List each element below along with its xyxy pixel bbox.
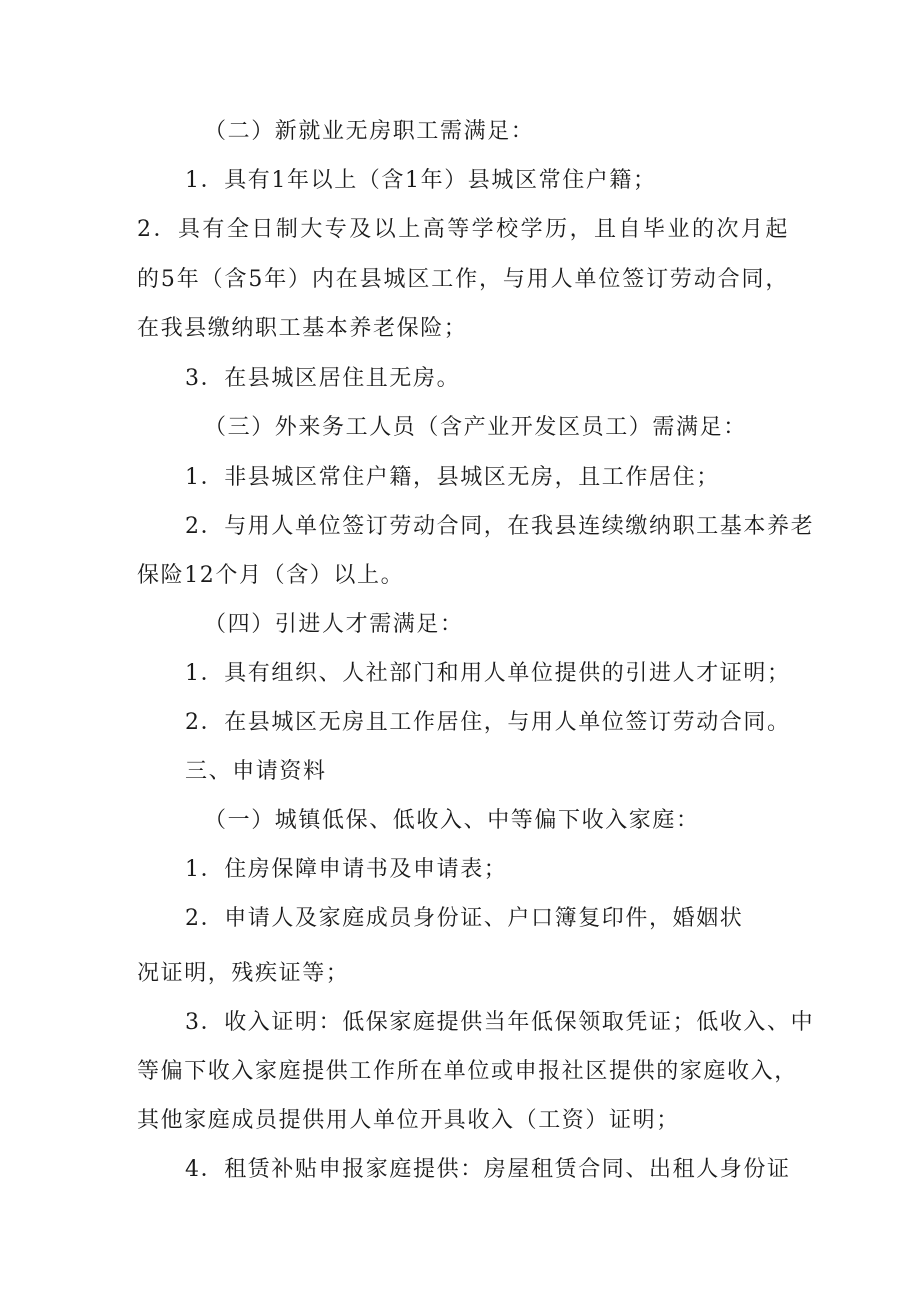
- list-item: 1．具有组织、人社部门和用人单位提供的引进人才证明；: [185, 661, 791, 686]
- list-item: 1．具有1年以上（含1年）县城区常住户籍；: [185, 168, 657, 193]
- list-item: 1．住房保障申请书及申请表；: [185, 857, 508, 882]
- list-item-continuation: 其他家庭成员提供用人单位开具收入（工资）证明；: [137, 1108, 680, 1133]
- list-item-continuation: 保险12个月（含）以上。: [137, 563, 405, 588]
- section-heading-application-materials: 三、申请资料: [185, 759, 327, 784]
- list-item: 2．具有全日制大专及以上高等学校学历，且自毕业的次月起: [137, 217, 789, 242]
- list-item: 2．在县城区无房且工作居住，与用人单位签订劳动合同。: [185, 710, 791, 735]
- list-item-continuation: 等偏下收入家庭提供工作所在单位或申报社区提供的家庭收入，: [137, 1059, 798, 1084]
- section-heading-new-employees: （二）新就业无房职工需满足：: [204, 119, 535, 144]
- list-item: 4．租赁补贴申报家庭提供：房屋租赁合同、出租人身份证: [185, 1157, 791, 1182]
- list-item-continuation: 在我县缴纳职工基本养老保险；: [137, 316, 468, 341]
- section-heading-low-income-families: （一）城镇低保、低收入、中等偏下收入家庭：: [204, 808, 700, 833]
- list-item-continuation: 的5年（含5年）内在县城区工作，与用人单位签订劳动合同，: [137, 267, 789, 292]
- section-heading-talent: （四）引进人才需满足：: [204, 612, 464, 637]
- section-heading-migrant-workers: （三）外来务工人员（含产业开发区员工）需满足：: [204, 415, 747, 440]
- list-item-continuation: 况证明，残疾证等；: [137, 961, 350, 986]
- list-item: 3．在县城区居住且无房。: [185, 366, 461, 391]
- list-item: 1．非县城区常住户籍，县城区无房，且工作居住；: [185, 465, 720, 490]
- list-item: 3．收入证明：低保家庭提供当年低保领取凭证；低收入、中: [185, 1010, 815, 1035]
- list-item: 2．与用人单位签订劳动合同，在我县连续缴纳职工基本养老: [185, 514, 815, 539]
- list-item: 2．申请人及家庭成员身份证、户口簿复印件，婚姻状: [185, 906, 744, 931]
